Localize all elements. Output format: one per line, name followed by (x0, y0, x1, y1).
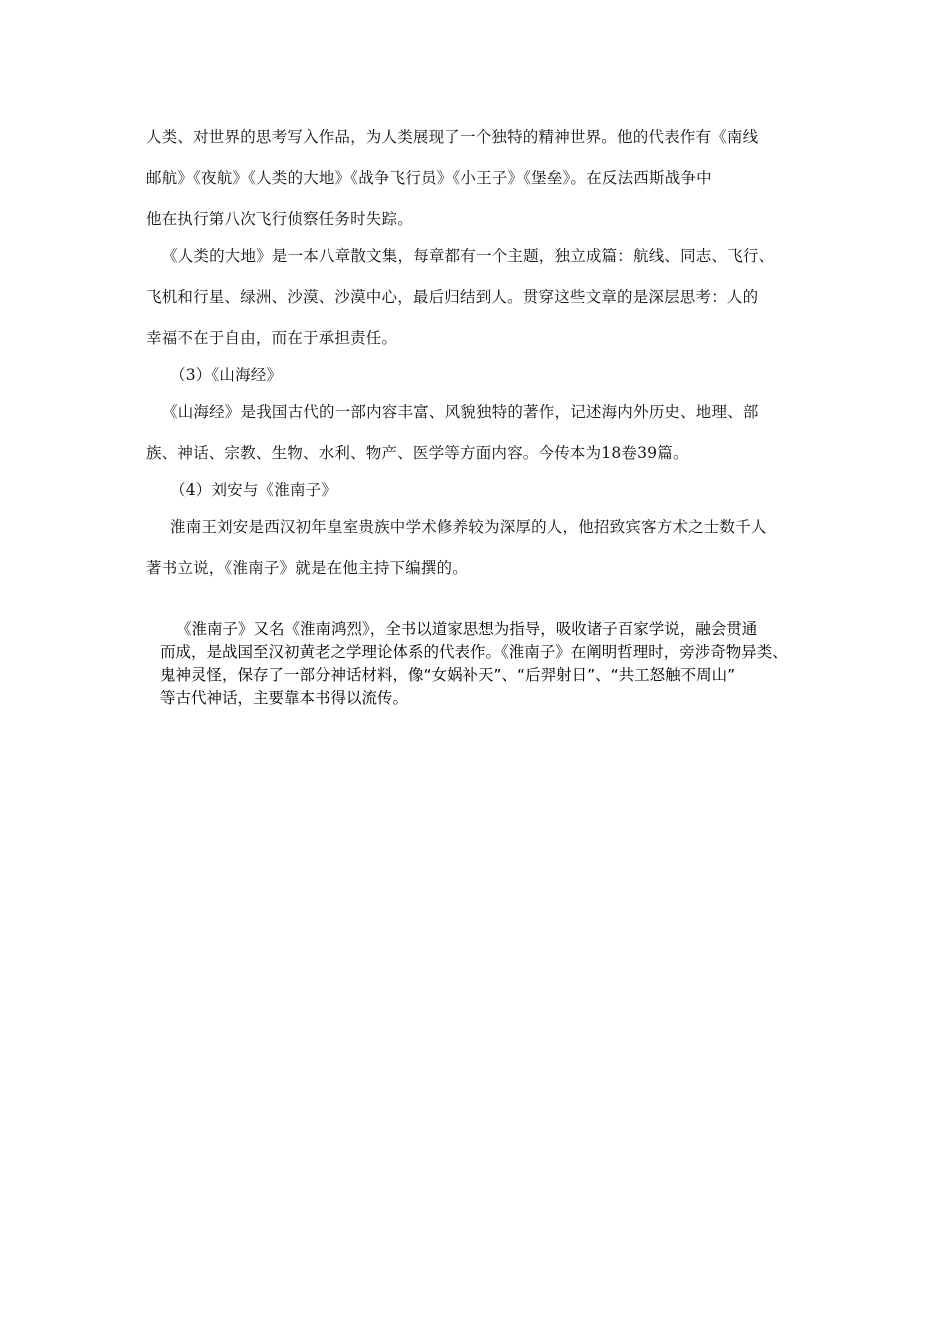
section-heading: （3）《山海经》 (170, 366, 283, 384)
paragraph-line: 邮航》《夜航》《人类的大地》《战争飞行员》《小王子》《堡垒》。在反法西斯战争中 (146, 169, 712, 187)
paragraph-line: 《山海经》是我国古代的一部内容丰富、风貌独特的著作，记述海内外历史、地理、部 (162, 403, 759, 421)
paragraph-line: 《人类的大地》是一本八章散文集，每章都有一个主题，独立成篇：航线、同志、飞行、 (162, 247, 775, 265)
huainanzi-paragraph (160, 618, 820, 710)
paragraph-line: 而成，是战国至汉初黄老之学理论体系的代表作。《淮南子》在阐明哲理时，旁涉奇物异类、 (160, 643, 788, 661)
paragraph-line: 等古代神话，主要靠本书得以流传。 (160, 689, 409, 707)
paragraph-line: 《淮南子》又名《淮南鸿烈》，全书以道家思想为指导，吸收诸子百家学说，融会贯通 (176, 620, 758, 638)
paragraph-line: 著书立说，《淮南子》就是在他主持下编撰的。 (146, 559, 468, 577)
paragraph-line: 飞机和行星、绿洲、沙漠、沙漠中心，最后归结到人。贯穿这些文章的是深层思考：人的 (146, 288, 759, 306)
paragraph-line: 族、神话、宗教、生物、水利、物产、医学等方面内容。今传本为18卷39篇。 (146, 444, 689, 462)
paragraph-line: 他在执行第八次飞行侦察任务时失踪。 (146, 210, 413, 228)
paragraph-line: 鬼神灵怪，保存了一部分神话材料，像“女娲补天”、“后羿射日”、“共工怒触不周山” (160, 666, 736, 684)
section-heading: （4）刘安与《淮南子》 (170, 481, 338, 499)
paragraph-line: 淮南王刘安是西汉初年皇室贵族中学术修养较为深厚的人，他招致宾客方术之士数千人 (170, 518, 767, 536)
paragraph-line: 幸福不在于自由，而在于承担责任。 (146, 329, 398, 347)
paragraph-line: 人类、对世界的思考写入作品，为人类展现了一个独特的精神世界。他的代表作有《南线 (146, 128, 759, 146)
